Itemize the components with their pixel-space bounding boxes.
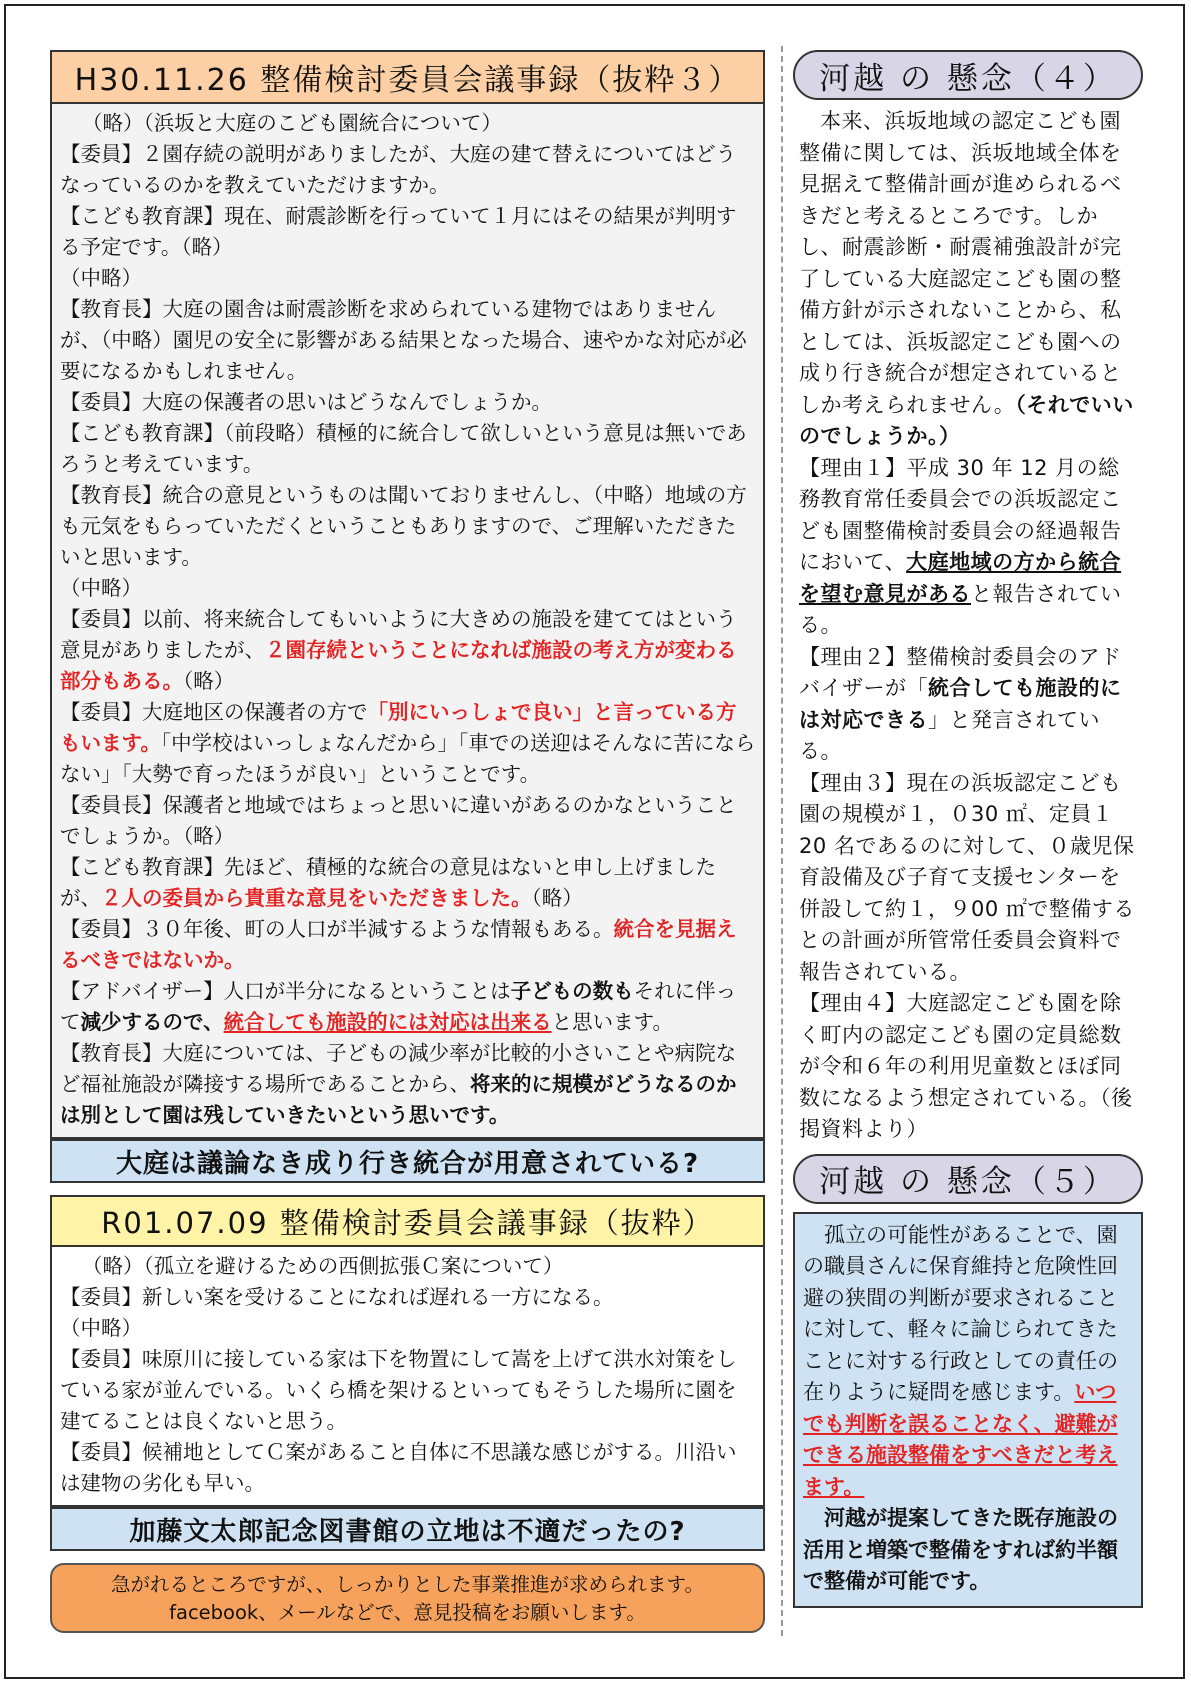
right-column	[793, 50, 1143, 1608]
footer-line: facebook、メールなどで、意見投稿をお願いします。	[169, 1601, 646, 1624]
highlight-red: 「別にいっしょで良い」と言っている方もいます。	[60, 700, 737, 755]
minutes-paragraph: 【アドバイザー】人口が半分になるということは子どもの数もそれに伴って減少するので、統合しても施設的には対応は出来ると思います。	[60, 979, 737, 1034]
minutes-paragraph: 【こども教育課】現在、耐震診断を行っていて１月にはその結果が判明する予定です。（略）	[60, 204, 737, 259]
column-divider	[781, 46, 783, 1636]
highlight-underline: 大庭地域の方から統合を望む意見がある	[799, 550, 1122, 606]
reason-4: 【理由４】大庭認定こども園を除く町内の認定こども園の定員総数が令和６年の利用児童数とほぼ同数になるよう想定されている。（後掲資料より）	[799, 991, 1133, 1141]
footer-line: 急がれるところですが、、しっかりとした事業推進が求められます。	[111, 1573, 704, 1596]
minutes-paragraph: 【教育長】大庭の園舎は耐震診断を求められている建物ではありませんが、（中略）園児の安全に影響がある結果となった場合、速やかな対応が必要になるかもしれません。	[60, 297, 747, 383]
minutes-paragraph: 【委員】３０年後、町の人口が半減するような情報もある。統合を見据えるべきではないか。	[60, 917, 737, 972]
minutes-h30-body	[50, 104, 765, 1139]
minutes-omission: （中略）	[60, 1316, 142, 1340]
minutes-paragraph: 【委員】候補地としてＣ案があること自体に不思議な感じがする。川沿いは建物の劣化も早い。	[60, 1440, 737, 1495]
concern-lead: 本来、浜坂地域の認定こども園整備に関しては、浜坂地域全体を見据えて整備計画が進められるべきだと考えるところです。しかし、耐震診断・耐震補強設計が完了している大庭認定こども園の整備方針が示されないことから、私としては、浜坂認定こども園への成り行き統合が想定されているとしか考えられません。（それでいいのでしょうか。）	[799, 109, 1134, 448]
highlight-red: 統合を見据えるべきではないか。	[60, 917, 737, 972]
minutes-omission: （中略）	[60, 266, 142, 290]
highlight-red-underline: いつでも判断を誤ることなく、避難ができる施設整備をすべきだと考えます。	[803, 1380, 1118, 1499]
question-banner-oba: 大庭は議論なき成り行き統合が用意されている?	[50, 1139, 765, 1183]
minutes-paragraph: 【委員】大庭の保護者の思いはどうなんでしょうか。	[60, 390, 552, 414]
concern-closing: 河越が提案してきた既存施設の活用と増築で整備をすれば約半額で整備が可能です。	[803, 1506, 1118, 1593]
minutes-h30-title: H30.11.26 整備検討委員会議事録（抜粋３）	[50, 50, 765, 104]
concern-lead: 孤立の可能性があることで、園の職員さんに保育維持と危険性回避の狭間の判断が要求されることに対して、軽々に論じられてきたことに対する行政としての責任の在りように疑問を感じます。いつでも判断を誤ることなく、避難ができる施設整備をすべきだと考えます。	[803, 1222, 1118, 1499]
question-banner-library: 加藤文太郎記念図書館の立地は不適だったの?	[50, 1507, 765, 1551]
reason-2: 【理由２】整備検討委員会のアドバイザーが「統合しても施設的には対応できる」と発言されている。	[799, 644, 1122, 763]
minutes-paragraph: 【こども教育課】（前段略）積極的に統合して欲しいという意見は無いであろうと考えています。	[60, 421, 747, 476]
minutes-paragraph: 【委員】大庭地区の保護者の方で「別にいっしょで良い」と言っている方もいます。「中学校はいっしょなんだから」「車での送迎はそんなに苦にならない」「大勢で育ったほうが良い」ということです。	[60, 700, 756, 786]
footer-notice	[50, 1563, 765, 1633]
concern-5-title: 河越 の 懸念（５）	[793, 1154, 1143, 1204]
minutes-intro: （略）（浜坂と大庭のこども園統合について）	[82, 111, 502, 135]
reason-3: 【理由３】現在の浜坂認定こども園の規模が１，０30 ㎡、定員１20 名であるのに対して、０歳児保育設備及び子育て支援センターを併設して約１，９00 ㎡で整備するとの計画が所管常任委員会資料で報告されている。	[799, 770, 1135, 984]
minutes-paragraph: 【こども教育課】先ほど、積極的な統合の意見はないと申し上げましたが、２人の委員から貴重な意見をいただきました。（略）	[60, 855, 716, 910]
highlight-red-underline: 統合しても施設的には対応は出来る	[223, 1010, 552, 1034]
minutes-paragraph: 【委員】新しい案を受けることになれば遅れる一方になる。	[60, 1285, 614, 1309]
minutes-r01-title: R01.07.09 整備検討委員会議事録（抜粋）	[50, 1195, 765, 1247]
minutes-paragraph: 【教育長】統合の意見というものは聞いておりませんし、（中略）地域の方も元気をもらっていただくということもありますので、ご理解いただきたいと思います。	[60, 483, 747, 569]
minutes-paragraph: 【教育長】大庭については、子どもの減少率が比較的小さいことや病院など福祉施設が隣接する場所であることから、将来的に規模がどうなるのかは別として園は残していきたいという思いです。	[60, 1041, 737, 1127]
highlight-red: ２園存続ということになれば施設の考え方が変わる部分もある。	[60, 638, 737, 693]
minutes-intro: （略）（孤立を避けるための西側拡張Ｃ案について）	[82, 1254, 564, 1278]
minutes-r01-body	[50, 1247, 765, 1507]
concern-5-body	[793, 1212, 1143, 1608]
highlight-red: ２人の委員から貴重な意見をいただきました。	[101, 886, 532, 910]
minutes-paragraph: 【委員】味原川に接している家は下を物置にして嵩を上げて洪水対策をしている家が並んでいる。いくら橋を架けるといってもそうした場所に園を建てることは良くないと思う。	[60, 1347, 737, 1433]
concern-4-body	[793, 100, 1143, 1150]
minutes-paragraph: 【委員長】保護者と地域ではちょっと思いに違いがあるのかなということでしょうか。（略）	[60, 793, 737, 848]
concern-4-title: 河越 の 懸念（４）	[793, 50, 1143, 100]
minutes-paragraph: 【委員】以前、将来統合してもいいように大きめの施設を建ててはという意見がありましたが、２園存続ということになれば施設の考え方が変わる部分もある。（略）	[60, 607, 737, 693]
left-column	[50, 50, 765, 1633]
minutes-omission: （中略）	[60, 576, 142, 600]
minutes-paragraph: 【委員】２園存続の説明がありましたが、大庭の建て替えについてはどうなっているのかを教えていただけますか。	[60, 142, 737, 197]
reason-1: 【理由１】平成 30 年 12 月の総務教育常任委員会での浜坂認定こども園整備検討委員会の経過報告において、大庭地域の方から統合を望む意見があると報告されている。	[799, 455, 1122, 637]
